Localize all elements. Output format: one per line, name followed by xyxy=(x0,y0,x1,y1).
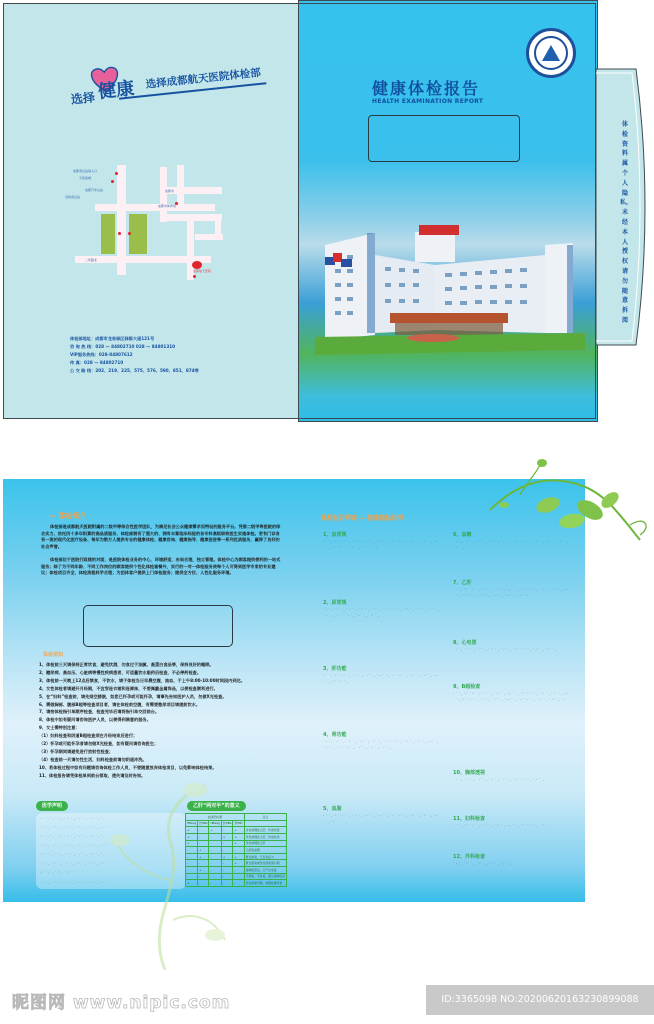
section-body: · ˙ ˙ . ˙·˙ ˙ ·˙ ˙ . ˙ ·˙ ˙ . ˙ ·˙ ˙ . ˙· · ˙ ˙ . ˙·˙ ˙ ·˙ ˙ . ˙ ·˙ ˙ . ˙ ·˙ ˙ . ˙· · ˙ ˙ . ˙· xyxy=(323,814,439,825)
table-row: + - - - + 急性或慢性乙肝 xyxy=(186,840,287,847)
section-heading: 4、肾功能 xyxy=(323,732,347,738)
section-body: ˙ · ˙ . ˙ ·˙ ˙ . ˙ ·˙ ˙ . ˙ ·˙ ˙ . ˙ ·˙ ˙ . ˙ ·˙ ˙ ˙ · ˙ . ˙ ·˙ ˙ . xyxy=(453,778,544,782)
hospital-logo-icon xyxy=(526,28,576,78)
notice-item: （1）妇科检查和阴道B超检查须在月经结束后进行； xyxy=(39,733,138,739)
section-body: · ˙ ˙ . ˙·˙ ˙ ·˙ ˙ . ˙ ·˙ ˙ . ˙ ·˙ ˙ . ˙· · ˙ ˙ . ˙·˙ ˙ ·˙ ˙ . ˙ ·˙ ˙ . ˙ ·˙ ˙ . ˙· · ˙ ˙ . ˙·˙ ˙ ·˙ ˙ . ˙ ·˙ ˙ . ˙ ·˙ ˙ . ˙· · ˙ ˙ . ˙·˙ ˙ ·˙ xyxy=(453,588,569,599)
hbv-table-label: 乙肝“两对半”的意义 xyxy=(187,801,246,811)
section-heading: 11、妇科检查 xyxy=(453,816,485,822)
table-row: - - - - - 无感染，无免疫，建议接种疫苗 xyxy=(187,874,285,879)
map-park xyxy=(129,214,147,254)
contact-fax: 传 真：028 — 84802710 xyxy=(70,360,124,365)
table-header-row: HBsAg 抗HBs HBeAg 抗HBe 抗HBc xyxy=(186,820,287,827)
report-guide-heading: 体检报告解读 — 健康指标说明 xyxy=(321,515,404,522)
section-heading: 12、外科检查 xyxy=(453,854,485,860)
slogan-tagline: 选择成都航天医院体检部 xyxy=(145,66,262,91)
hospital-marker-icon xyxy=(192,261,202,269)
notice-item: （3）怀孕期间请避免进行放射性检查； xyxy=(39,748,114,754)
section-heading: 2、尿常规 xyxy=(323,600,347,606)
map-park xyxy=(101,214,115,254)
map-label: 成都客运站南入口 xyxy=(73,169,98,173)
map-pin xyxy=(128,232,131,235)
map-pin xyxy=(111,180,114,183)
contact-info xyxy=(70,335,300,375)
report-subtitle: HEALTH EXAMINATION REPORT xyxy=(372,98,484,105)
section-heading: 5、血脂 xyxy=(323,806,342,812)
section-body: · ˙ ˙ . ˙·˙ ˙ ·˙ ˙ . ˙ ·˙ ˙ . ˙ ·˙ ˙ . ˙· · ˙ ˙ . ˙·˙ ˙ ·˙ ˙ . ˙ ·˙ ˙ . ˙ ·˙ ˙ . ˙· · ˙ ˙ . ˙·˙ ˙ ·˙ ˙ . xyxy=(323,674,439,685)
intro-paragraph: 体检部位于医院行政楼的对面，是医院体检业务的中心，环境舒适，布局合理，独立管理。体检中心为顾客提供便利的一站式服务；除了为不同年龄、不同工作岗位的顾客提供个性化体检套餐外，实行的一对一体检服务使每个人可得到医学专家的专业建议；体检项目齐全，体检流程科学合理；为团体客户提供上门体检服务；提供全方位、人性化服务环境。 xyxy=(41,557,281,575)
section-heading: 6、血糖 xyxy=(453,532,472,538)
notice-item: 4、女性体检者请避开月经期，不宜穿连衣裙和连裤袜，不要佩戴金属饰品，以便检查顺利进行。 xyxy=(39,685,218,691)
section-body: ˙ · ˙ . ˙ ·˙ ˙ . ˙ ·˙ ˙ . ˙ ·˙ ˙ . ˙ ·˙ ˙ . ˙ ·˙ ˙ ˙ · ˙ . ˙ ·˙ ˙ . ˙ ·˙ ˙ . ˙ ·˙ ˙ . ˙ ·˙ ˙ . xyxy=(453,540,569,551)
hospital-building-photo xyxy=(315,205,585,365)
map-label: 成都市体育场 xyxy=(158,204,177,208)
map-label: 成都汽车总站 xyxy=(85,188,104,192)
notice-item: 9、女士需特别注意： xyxy=(39,725,80,731)
section-body: ˙ · ˙ . ˙ ·˙ ˙ . ˙ ·˙ ˙ . ˙ ·˙ ˙ . ˙ ·˙ ˙ . ˙ ·˙ ˙ ˙ · ˙ . ˙ ·˙ ˙ . ˙ ·˙ ˙ . xyxy=(453,648,557,652)
triangle-emblem-icon xyxy=(542,45,560,61)
map-pin xyxy=(115,172,118,175)
table-row: + - - - - 急性感染早期，或慢性携带者 xyxy=(186,880,287,887)
table-row: + - + - + 急性或慢性乙肝，传染性强 xyxy=(186,827,287,834)
map-label: 二环路北 xyxy=(85,258,98,262)
map-label: 双桥客运站 xyxy=(65,195,81,199)
intro-heading: — 体检简介 xyxy=(49,512,87,520)
slogan-prefix: 选择 xyxy=(70,90,96,107)
section-body: ˙ · ˙ . ˙ ·˙ ˙ . ˙ ·˙ ˙ . ˙ ·˙ ˙ . ˙ ·˙ ˙ . ˙ ·˙ ˙ ˙ · ˙ . ˙ ·˙ ˙ . ˙ ·˙ ˙ . ˙ ·˙ ˙ . ˙ ·˙ ˙ . ˙ ·˙ ˙ ˙ · ˙ . ˙ ·˙ ˙ . ˙ ·˙ ˙ . ˙ ·˙ ˙ . xyxy=(323,740,439,751)
notice-heading: 体检须知 xyxy=(43,652,64,658)
section-body: · ˙ ˙ . ˙·˙ ˙ ·˙ ˙ . ˙ ·˙ ˙ . ˙ ·˙ ˙ . ˙· · ˙ ˙ . ˙·˙ ˙ ·˙ ˙ . ˙ ·˙ ˙ . xyxy=(453,824,550,828)
notice-list xyxy=(39,661,289,780)
section-body: ˙ · ˙ . ˙ ·˙ ˙ . ˙ ·˙ ˙ . ˙ ·˙ ˙ . ˙ ·˙ ˙ . ˙ ·˙ ˙ ˙ · ˙ . ˙ ·˙ ˙ . ˙ ·˙ ˙ . ˙ ·˙ ˙ . ˙ ·˙ ˙ . ˙ ·˙ ˙ ˙ · ˙ . ˙ ·˙ ˙ . ˙ ·˙ ˙ . xyxy=(323,608,439,619)
table-row: - + - - - 接种疫苗后，已产生免疫 xyxy=(186,867,287,874)
notice-item: 6、需做胸部、腹部B超等检查项目者，请在体检前空腹，有需要憋尿项目请提前饮水。 xyxy=(39,701,201,707)
contact-vip-hotline: VIP服务热线：028-84807612 xyxy=(70,352,133,357)
map-label: 天府星城 xyxy=(79,176,92,180)
map-pin xyxy=(193,275,196,278)
section-heading: 10、胸部透视 xyxy=(453,770,485,776)
section-heading: 8、心电图 xyxy=(453,640,477,646)
green-vine-decoration xyxy=(480,455,654,565)
section-heading: 7、乙肝 xyxy=(453,580,472,586)
table-row: - + - - - 乙肝恢复期 xyxy=(186,847,287,854)
notice-item: 8、体检中如有疑问请咨询医护人员，以便得到满意的服务。 xyxy=(39,717,151,723)
contact-bus-routes: 公 交 路 线：202、219、225、575、576、590、851、874等 xyxy=(70,368,199,373)
notice-item: 3、体检前一天晚上12点后禁食，不饮水，请于体检当日早晨空腹，抽血、于上午8:00-10:00时间段内到达。 xyxy=(39,677,245,683)
notice-item: 1、体检前三天请保持正常饮食，避免饮酒，勿食过于油腻、高蛋白食品等，保持良好的睡眠。 xyxy=(39,662,214,667)
site-watermark: 昵图网 www.nipic.com xyxy=(12,993,231,1013)
map-label: 成都市 xyxy=(165,189,175,193)
faded-vine-decoration xyxy=(85,780,245,970)
table-row: - - - - + 既往感染或急性感染窗口期 xyxy=(186,860,287,867)
name-window-box xyxy=(368,115,520,162)
declaration-label: 医学声明 xyxy=(36,801,68,811)
section-heading: 3、肝功能 xyxy=(323,666,347,672)
table-row: - + - + + 既往感染，已有免疫力 xyxy=(186,853,287,860)
table-row: + - - + + 急性或慢性乙肝，传染性弱 xyxy=(186,833,287,840)
section-body: ˙ · ˙ . ˙ ·˙ ˙ . ˙ ·˙ ˙ . ˙ ·˙ ˙ . ˙ ·˙ ˙ . xyxy=(453,862,512,866)
map-label-hospital: 成都航天医院 xyxy=(193,269,212,273)
notice-item: 11、体检报告请凭体检单到前台领取，遗失请及时告知。 xyxy=(39,772,146,778)
section-heading: 9、B超检查 xyxy=(453,684,481,690)
location-map xyxy=(65,160,225,280)
notice-item: 7、请按体检指引单顺序检查，检查完毕后请将指引单交回前台。 xyxy=(39,709,160,715)
notice-item: 10、若体检过程中如有问题请咨询体检工作人员，不要随意放弃体检项目，以免影响体检结果。 xyxy=(39,764,217,770)
map-road xyxy=(215,218,221,240)
map-pin xyxy=(118,232,121,235)
section-body: · ˙ ˙ . ˙·˙ ˙ ·˙ ˙ . ˙ ·˙ ˙ . ˙ ·˙ ˙ . ˙· · ˙ ˙ . ˙·˙ ˙ ·˙ ˙ . ˙ ·˙ ˙ . ˙ ·˙ ˙ . ˙· · ˙ ˙ . ˙·˙ ˙ ·˙ ˙ . ˙ ·˙ ˙ . ˙ ·˙ ˙ . ˙· · ˙ ˙ . ˙·˙ ˙ ·˙ ˙ . ˙ ·˙ ˙ . ˙ ·˙ ˙ . ˙· xyxy=(453,692,569,703)
table-header-row: 血清学检测 意义 xyxy=(186,814,287,821)
declaration-box: · ˙ ˙ ·˙ . ˙ ˙· . ˙ ·˙ ˙ . ˙ ·˙ ˙ . ˙ ·˙ ˙ . ˙· ˙ · ˙ . ˙ ·˙ ˙ . ˙ ·˙ ˙ . ˙ ·˙ ˙ . ˙ ·˙ ˙ . ˙ ·˙ ˙ · ˙ ˙ ·˙ . ˙ ˙· . ˙ ·˙ ˙ . ˙ ·˙ ˙ . ˙ ·˙ ˙ . ˙· ˙ · ˙ . ˙ ·˙ ˙ . ˙ ·˙ ˙ . ˙ ·˙ ˙ . ˙ ·˙ ˙ . ˙ ·˙ ˙ · ˙ ˙ ·˙ . ˙ ˙· . ˙ ·˙ ˙ . ˙ ·˙ ˙ . ˙ ·˙ ˙ . ˙· ˙ · ˙ . ˙ ·˙ ˙ . ˙ ·˙ ˙ . ˙ ·˙ ˙ . ˙ ·˙ ˙ . ˙ ·˙ ˙ · ˙ ˙ ·˙ . ˙ ˙· . ˙ ·˙ ˙ ˙ · ˙ . ˙ ·˙ ˙ . ˙ ·˙ ˙ . ˙ ·˙ ˙ . ˙ ·˙ ˙ . ˙ ·˙ ˙ xyxy=(36,813,186,889)
privacy-notice: 体检资料属个人隐私，未经本人授权请勿随意拆阅 xyxy=(620,121,633,324)
notice-item: （2）怀孕或可能怀孕者请勿做X光检查，如有疑问请咨询医生； xyxy=(39,741,159,747)
report-title: 健康体检报告 xyxy=(372,79,481,98)
contact-hotline: 咨 询 热 线：028 — 84802710 028 — 84801310 xyxy=(70,344,176,349)
intro-paragraph: 体检部是成都航天医院附属的二级甲等综合性医学团队，为满足社会公众健康需求而特设的服务平台。凭借二级甲等医院的综合实力、依托四十多年积累的高品质服务、体检部拥有了强大的、拥有丰富临床经验的各专科高级职称医生实施体检。更有门诊各有一流的现代化医疗设备、每年为数万人提供专业的健康体检、健康咨询、健康指导、健康促进等一系列优质服务，赢得了良好的社会声誉。 xyxy=(41,524,281,549)
photo-frame xyxy=(83,605,233,647)
contact-address: 体检部地址：成都市龙泉驿区驿都大道121号 xyxy=(70,336,155,341)
map-road xyxy=(95,204,215,211)
notice-item: 5、在“妇科”检查前，请先排空膀胱，如您已怀孕或可能怀孕，请事先告知医护人员，勿做X光检查。 xyxy=(39,693,227,699)
notice-item: （4）检查前一天请勿性生活，妇科检查前请勿阴道冲洗。 xyxy=(39,756,147,762)
section-heading: 1、血常规 xyxy=(323,532,347,538)
image-id-watermark: ID:3365098 NO:20200620163230899088 xyxy=(426,985,654,1015)
slogan-highlight: 健康 xyxy=(97,78,136,103)
notice-item: 2、糖尿病、高血压、心脏病等慢性疾病患者，可适量饮水服药后检查，不必停药检查。 xyxy=(39,669,202,675)
section-body: · ˙ ˙ . ˙·˙ ˙ ·˙ ˙ . ˙ ·˙ ˙ . ˙ ·˙ ˙ . ˙· · ˙ ˙ . ˙·˙ ˙ ·˙ ˙ . ˙ ·˙ ˙ . ˙ ·˙ ˙ . ˙· · ˙ ˙ . ˙·˙ ˙ ·˙ ˙ . ˙ ·˙ ˙ . ˙ ·˙ ˙ . ˙· xyxy=(323,540,439,551)
